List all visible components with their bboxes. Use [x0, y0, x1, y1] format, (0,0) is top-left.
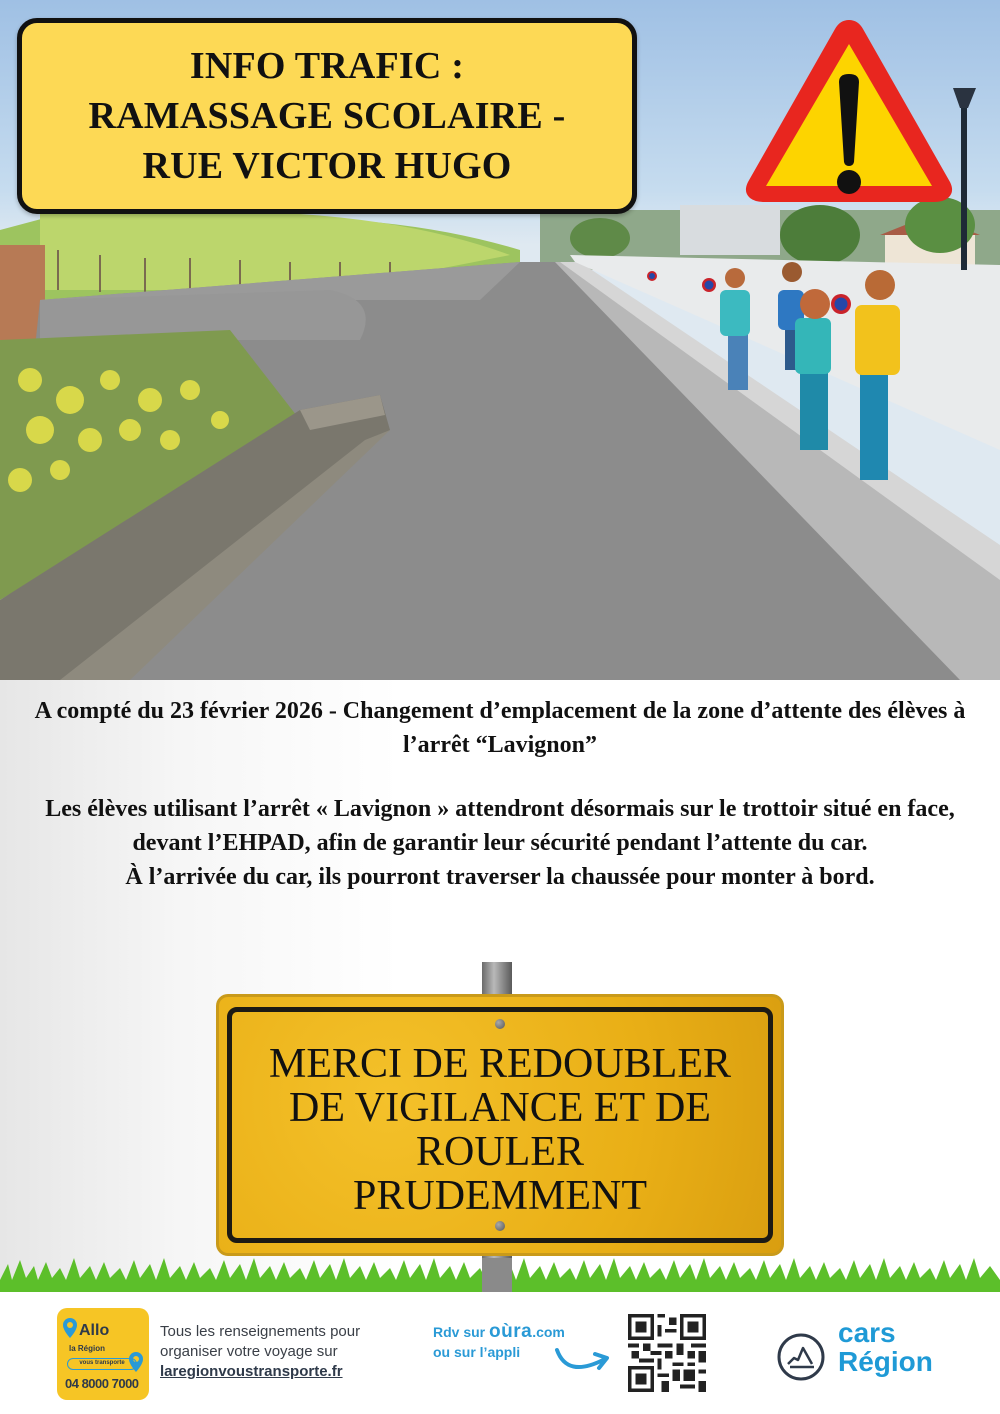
title-sign — [17, 18, 637, 214]
qr-code-icon[interactable] — [626, 1314, 708, 1392]
notice-paragraph — [30, 792, 970, 894]
curved-arrow-icon — [553, 1346, 613, 1376]
vigilance-line-3: ROULER — [416, 1129, 584, 1175]
warning-triangle-icon — [742, 14, 956, 208]
allo-label: Allo — [79, 1322, 110, 1339]
title-line-2: RAMASSAGE SCOLAIRE - — [88, 95, 566, 137]
oura-suffix: .com — [532, 1324, 565, 1340]
vigilance-text — [269, 1042, 731, 1218]
notice-paragraph-1: Les élèves utilisant l’arrêt « Lavignon » attendront désormais sur le trottoir situé en face, devant l’EHPAD, afin de garantir leur sécurité pendant l’attente du car. — [45, 796, 955, 856]
oura-prefix: Rdv sur — [433, 1324, 486, 1340]
notice-headline: A compté du 23 février 2026 - Changement d’emplacement de la zone d’attente des élèves à l’arrêt “Lavignon” — [34, 698, 966, 758]
info-line-2: organiser votre voyage sur — [160, 1343, 338, 1360]
vigilance-sign — [216, 994, 784, 1256]
oura-promo — [433, 1322, 565, 1362]
oura-line-2: ou sur l’appli — [433, 1344, 521, 1360]
bolt-icon — [495, 1221, 505, 1231]
hero-photo — [0, 0, 1000, 680]
region-label: Région — [838, 1346, 933, 1377]
footer — [0, 1292, 1000, 1414]
title-line-1: INFO TRAFIC : — [189, 45, 465, 87]
notice-paragraph-2: À l’arrivée du car, ils pourront traverser la chaussée pour monter à bord. — [125, 864, 875, 890]
mountain-logo-icon — [776, 1332, 826, 1382]
vigilance-line-4: PRUDEMMENT — [352, 1173, 648, 1219]
vigilance-line-1: MERCI DE REDOUBLER — [269, 1041, 731, 1087]
vous-transporte-label: vous transporte — [67, 1358, 137, 1370]
cars-label: cars — [838, 1317, 896, 1348]
location-pin-icon — [63, 1318, 77, 1338]
oura-brand-logo[interactable]: oùra — [489, 1321, 533, 1342]
website-link[interactable]: laregionvoustransporte.fr — [160, 1363, 343, 1380]
title-line-3: RUE VICTOR HUGO — [142, 145, 512, 187]
cars-region-wordmark — [838, 1318, 933, 1376]
bolt-icon — [495, 1019, 505, 1029]
grass-strip — [0, 1258, 1000, 1294]
la-region-label: la Région — [69, 1344, 106, 1353]
info-line-1: Tous les renseignements pour — [160, 1323, 361, 1340]
allo-phone-number[interactable]: 04 8000 7000 — [65, 1376, 139, 1391]
vigilance-line-2: DE VIGILANCE ET DE — [289, 1085, 711, 1131]
info-text — [160, 1322, 360, 1382]
allo-la-region-logo — [57, 1308, 149, 1400]
